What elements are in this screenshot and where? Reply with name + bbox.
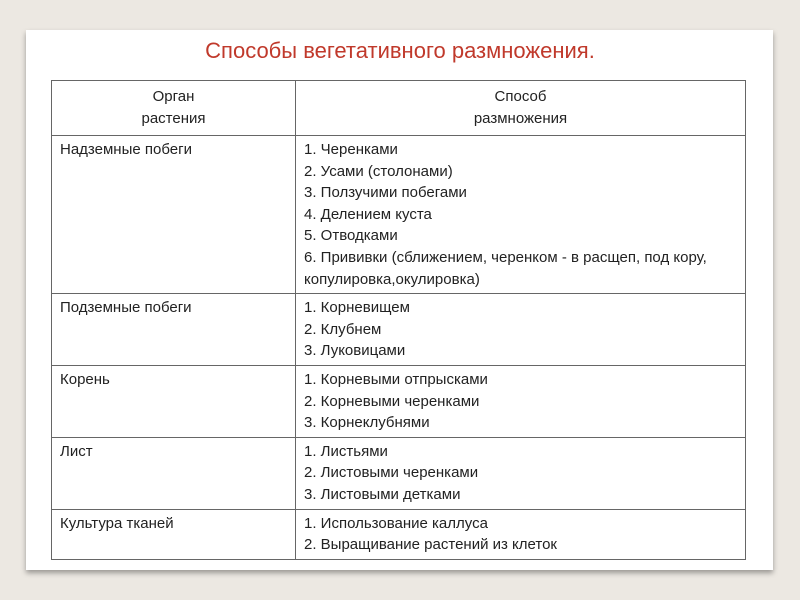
methods-cell bbox=[296, 365, 746, 437]
method-item: 3. Листовыми детками bbox=[304, 485, 461, 503]
organ-cell: Корень bbox=[52, 365, 296, 437]
table-header-row bbox=[52, 81, 746, 136]
method-item: 2. Усами (столонами) bbox=[304, 162, 453, 180]
table-row bbox=[52, 294, 746, 366]
method-item: 4. Делением куста bbox=[304, 205, 432, 223]
method-item: 2. Листовыми черенками bbox=[304, 464, 479, 482]
method-item: 2. Выращивание растений из клеток bbox=[304, 536, 557, 554]
method-item: 1. Корневищем bbox=[304, 299, 410, 317]
organ-cell: Лист bbox=[52, 437, 296, 509]
method-item: 1. Использование каллуса bbox=[304, 514, 488, 532]
method-item: 1. Корневыми отпрысками bbox=[304, 370, 488, 388]
method-item: 3. Корнеклубнями bbox=[304, 414, 430, 432]
methods-cell bbox=[296, 136, 746, 294]
method-item: 6. Прививки (сближением, черенком - в расщеп, под кору, копулировка,окулировка) bbox=[304, 248, 707, 288]
methods-cell bbox=[296, 294, 746, 366]
methods-cell bbox=[296, 437, 746, 509]
methods-cell bbox=[296, 509, 746, 559]
method-item: 5. Отводками bbox=[304, 227, 398, 245]
method-item: 2. Клубнем bbox=[304, 320, 382, 338]
method-item: 1. Черенками bbox=[304, 141, 398, 158]
page-title: Способы вегетативного размножения. bbox=[205, 38, 595, 63]
method-item: 3. Луковицами bbox=[304, 342, 406, 360]
propagation-table bbox=[51, 80, 746, 560]
method-item: 1. Листьями bbox=[304, 442, 388, 460]
organ-cell: Культура тканей bbox=[52, 509, 296, 559]
method-item: 2. Корневыми черенками bbox=[304, 392, 480, 410]
table-row bbox=[52, 365, 746, 437]
method-item: 3. Ползучими побегами bbox=[304, 184, 467, 202]
table-row bbox=[52, 509, 746, 559]
table-row bbox=[52, 136, 746, 294]
table-row bbox=[52, 437, 746, 509]
header-method: Способ размножения bbox=[296, 81, 746, 136]
organ-cell: Надземные побеги bbox=[52, 136, 296, 294]
organ-cell: Подземные побеги bbox=[52, 294, 296, 366]
header-organ: Орган растения bbox=[52, 81, 296, 136]
